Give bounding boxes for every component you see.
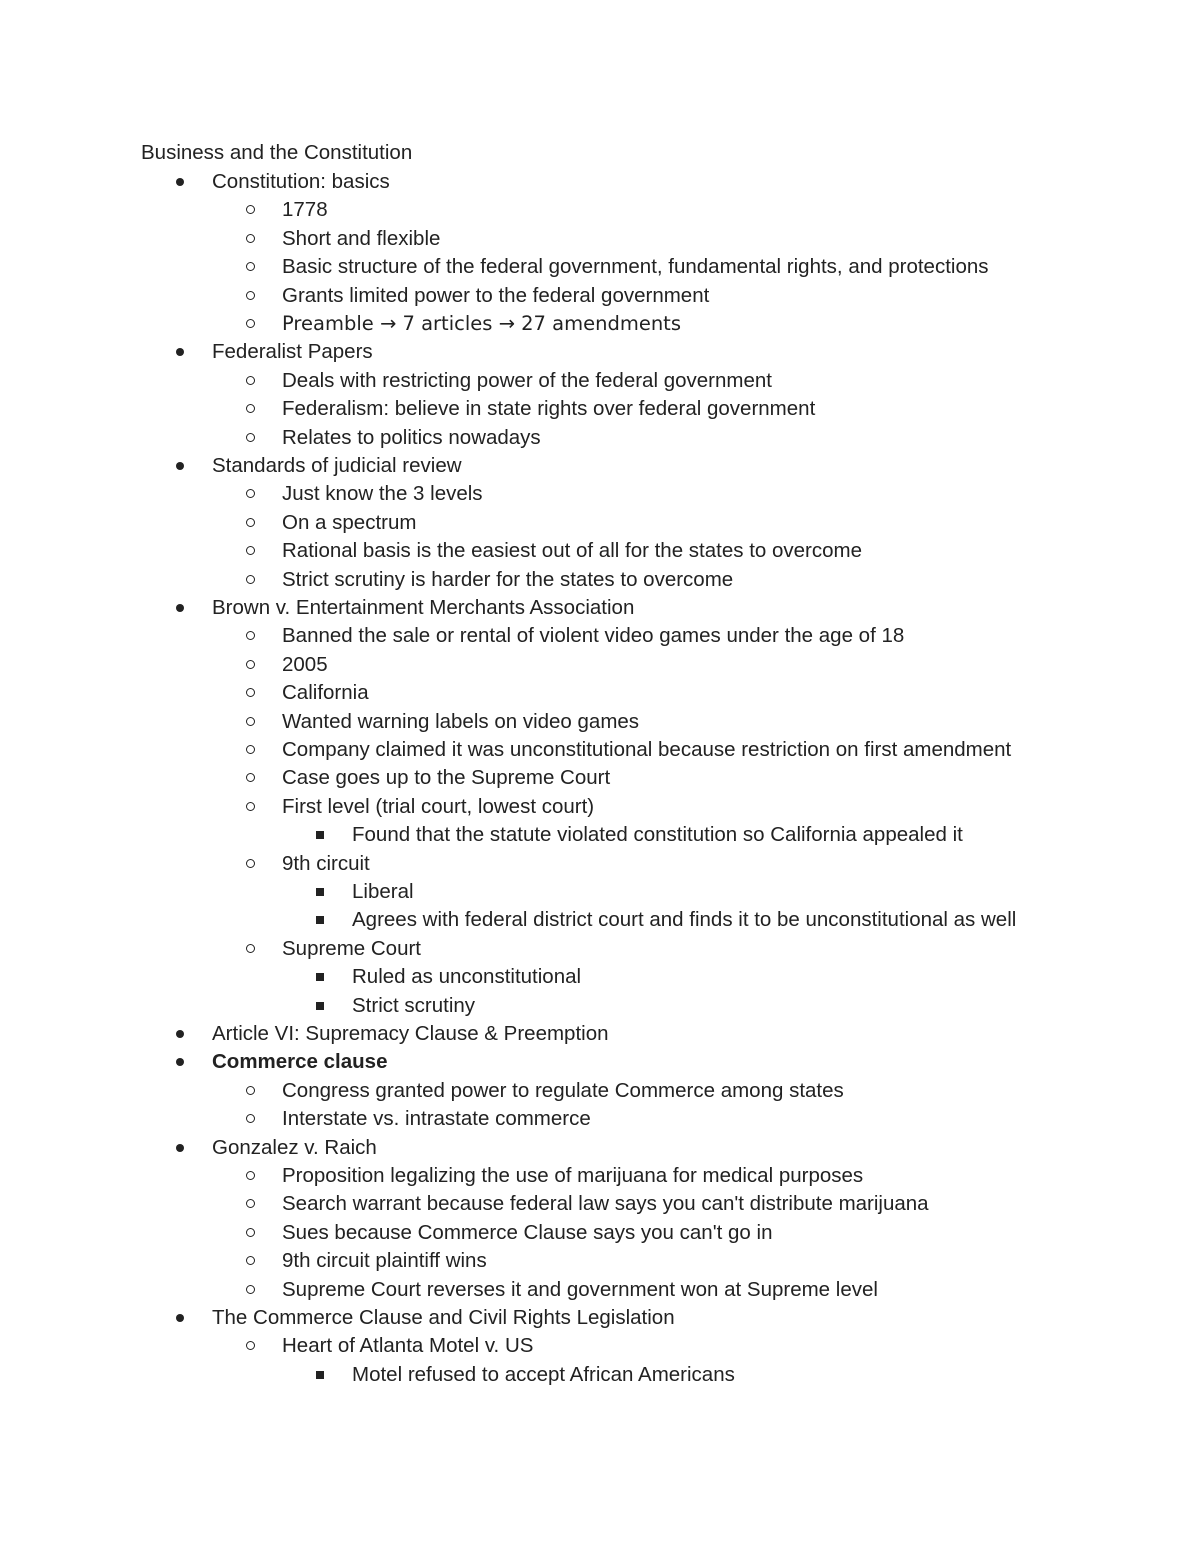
outline-item-text: Rational basis is the easiest out of all for the states to overcome	[282, 539, 862, 562]
bullet-circle-icon	[246, 433, 255, 442]
outline-item-level-2	[352, 821, 963, 849]
outline-item-text: Commerce clause	[212, 1050, 388, 1073]
bullet-circle-icon	[246, 546, 255, 555]
outline-item-level-0	[212, 452, 462, 480]
bullet-circle-icon	[246, 1086, 255, 1095]
outline-item-level-2	[352, 963, 581, 991]
bullet-circle-icon	[246, 575, 255, 584]
outline-item-level-1	[282, 1219, 772, 1247]
outline-item-text: Preamble → 7 articles → 27 amendments	[282, 312, 681, 335]
outline-item-level-0	[212, 1134, 377, 1162]
outline-item-text: Case goes up to the Supreme Court	[282, 766, 611, 789]
outline-item-level-1	[282, 310, 681, 338]
outline-item-level-1	[282, 480, 483, 508]
outline-item-level-1	[282, 1247, 487, 1275]
outline-item-text: Proposition legalizing the use of marijuana for medical purposes	[282, 1164, 864, 1187]
outline-item-level-1	[282, 509, 416, 537]
outline-item-text: Heart of Atlanta Motel v. US	[282, 1334, 534, 1357]
bullet-square-icon	[316, 1002, 324, 1010]
bullet-disc-icon	[176, 1144, 184, 1152]
bullet-circle-icon	[246, 205, 255, 214]
outline-item-text: 2005	[282, 653, 328, 676]
outline-item-text: Strict scrutiny is harder for the states to overcome	[282, 568, 734, 591]
outline-item-level-0	[212, 1048, 387, 1076]
outline-item-text: 1778	[282, 198, 328, 221]
bullet-circle-icon	[246, 660, 255, 669]
outline-item-text: Grants limited power to the federal government	[282, 284, 710, 307]
bullet-circle-icon	[246, 1228, 255, 1237]
outline-item-text: Federalist Papers	[212, 340, 373, 363]
outline-item-text: Deals with restricting power of the federal government	[282, 369, 772, 392]
outline-item-text: Article VI: Supremacy Clause & Preemption	[212, 1022, 609, 1045]
bullet-circle-icon	[246, 944, 255, 953]
outline-item-level-1	[282, 225, 440, 253]
bullet-circle-icon	[246, 234, 255, 243]
outline-item-level-1	[282, 935, 421, 963]
outline-item-text: Short and flexible	[282, 227, 441, 250]
bullet-square-icon	[316, 1371, 324, 1379]
outline-item-level-2	[352, 992, 475, 1020]
outline-item-level-1	[282, 537, 862, 565]
outline-item-text: 9th circuit plaintiff wins	[282, 1249, 487, 1272]
bullet-disc-icon	[176, 178, 184, 186]
outline-item-level-1	[282, 566, 733, 594]
bullet-circle-icon	[246, 1199, 255, 1208]
outline-item-text: Just know the 3 levels	[282, 482, 483, 505]
outline-item-level-1	[282, 850, 370, 878]
outline-item-level-1	[282, 793, 594, 821]
bullet-disc-icon	[176, 462, 184, 470]
outline-item-text: Banned the sale or rental of violent video games under the age of 18	[282, 624, 905, 647]
outline-item-text: First level (trial court, lowest court)	[282, 795, 595, 818]
outline-item-text: Motel refused to accept African Americans	[352, 1363, 735, 1386]
bullet-disc-icon	[176, 1314, 184, 1322]
outline-item-level-1	[282, 622, 904, 650]
bullet-circle-icon	[246, 376, 255, 385]
outline-item-text: 9th circuit	[282, 852, 370, 875]
outline-item-level-2	[352, 906, 1016, 934]
outline-item-text: The Commerce Clause and Civil Rights Legislation	[212, 1306, 675, 1329]
bullet-circle-icon	[246, 291, 255, 300]
bullet-disc-icon	[176, 348, 184, 356]
outline-item-level-1	[282, 424, 541, 452]
bullet-circle-icon	[246, 688, 255, 697]
outline-item-text: Brown v. Entertainment Merchants Association	[212, 596, 635, 619]
outline-item-level-1	[282, 764, 610, 792]
bullet-circle-icon	[246, 262, 255, 271]
outline-item-level-1	[282, 1077, 844, 1105]
bullet-disc-icon	[176, 604, 184, 612]
outline-item-level-1	[282, 1332, 533, 1360]
bullet-circle-icon	[246, 1341, 255, 1350]
outline-item-text: Gonzalez v. Raich	[212, 1136, 377, 1159]
outline-item-level-1	[282, 651, 328, 679]
outline-item-text: Found that the statute violated constitution so California appealed it	[352, 823, 963, 846]
bullet-circle-icon	[246, 773, 255, 782]
outline-item-text: Liberal	[352, 880, 414, 903]
document-title: Business and the Constitution	[141, 141, 413, 164]
outline-item-text: Search warrant because federal law says you can't distribute marijuana	[282, 1192, 929, 1215]
outline-item-text: Strict scrutiny	[352, 994, 476, 1017]
outline-item-text: Company claimed it was unconstitutional because restriction on first amendment	[282, 738, 1012, 761]
outline-item-text: Basic structure of the federal government, fundamental rights, and protections	[282, 255, 989, 278]
outline-item-text: California	[282, 681, 369, 704]
outline-item-text: Congress granted power to regulate Commerce among states	[282, 1079, 844, 1102]
outline-item-level-0	[212, 168, 390, 196]
outline-item-text: Supreme Court reverses it and government won at Supreme level	[282, 1278, 878, 1301]
bullet-circle-icon	[246, 745, 255, 754]
bullet-disc-icon	[176, 1030, 184, 1038]
bullet-circle-icon	[246, 859, 255, 868]
bullet-circle-icon	[246, 631, 255, 640]
bullet-circle-icon	[246, 489, 255, 498]
outline-item-text: Agrees with federal district court and finds it to be unconstitutional as well	[352, 908, 1017, 931]
outline-item-text: Federalism: believe in state rights over federal government	[282, 397, 816, 420]
bullet-circle-icon	[246, 1256, 255, 1265]
outline-item-level-1	[282, 736, 1011, 764]
bullet-square-icon	[316, 888, 324, 896]
bullet-circle-icon	[246, 802, 255, 811]
outline-item-text: On a spectrum	[282, 511, 417, 534]
outline-item-text: Wanted warning labels on video games	[282, 710, 640, 733]
bullet-circle-icon	[246, 1114, 255, 1123]
outline-item-level-0	[212, 1020, 609, 1048]
outline-item-level-1	[282, 253, 989, 281]
outline-item-level-0	[212, 338, 373, 366]
outline-item-level-2	[352, 1361, 735, 1389]
outline-item-level-2	[352, 878, 414, 906]
outline-item-level-1	[282, 708, 639, 736]
outline-item-text: Relates to politics nowadays	[282, 426, 541, 449]
outline-item-text: Sues because Commerce Clause says you can't go in	[282, 1221, 773, 1244]
outline-item-level-0	[212, 1304, 675, 1332]
outline-item-text: Interstate vs. intrastate commerce	[282, 1107, 591, 1130]
bullet-circle-icon	[246, 518, 255, 527]
bullet-square-icon	[316, 831, 324, 839]
outline-item-text: Constitution: basics	[212, 170, 390, 193]
outline-item-level-1	[282, 367, 772, 395]
outline-item-level-1	[282, 395, 815, 423]
outline-item-level-1	[282, 1276, 878, 1304]
outline-item-level-0	[212, 594, 634, 622]
outline-item-level-1	[282, 1105, 591, 1133]
outline-item-level-1	[282, 196, 328, 224]
bullet-square-icon	[316, 916, 324, 924]
outline-item-text: Supreme Court	[282, 937, 422, 960]
bullet-square-icon	[316, 973, 324, 981]
bullet-circle-icon	[246, 1285, 255, 1294]
bullet-circle-icon	[246, 1171, 255, 1180]
outline-item-level-1	[282, 1190, 929, 1218]
outline-item-text: Ruled as unconstitutional	[352, 965, 582, 988]
bullet-circle-icon	[246, 404, 255, 413]
outline-item-level-1	[282, 679, 369, 707]
bullet-circle-icon	[246, 319, 255, 328]
outline-item-level-1	[282, 282, 709, 310]
outline-item-text: Standards of judicial review	[212, 454, 462, 477]
outline-item-level-1	[282, 1162, 863, 1190]
bullet-circle-icon	[246, 717, 255, 726]
bullet-disc-icon	[176, 1058, 184, 1066]
